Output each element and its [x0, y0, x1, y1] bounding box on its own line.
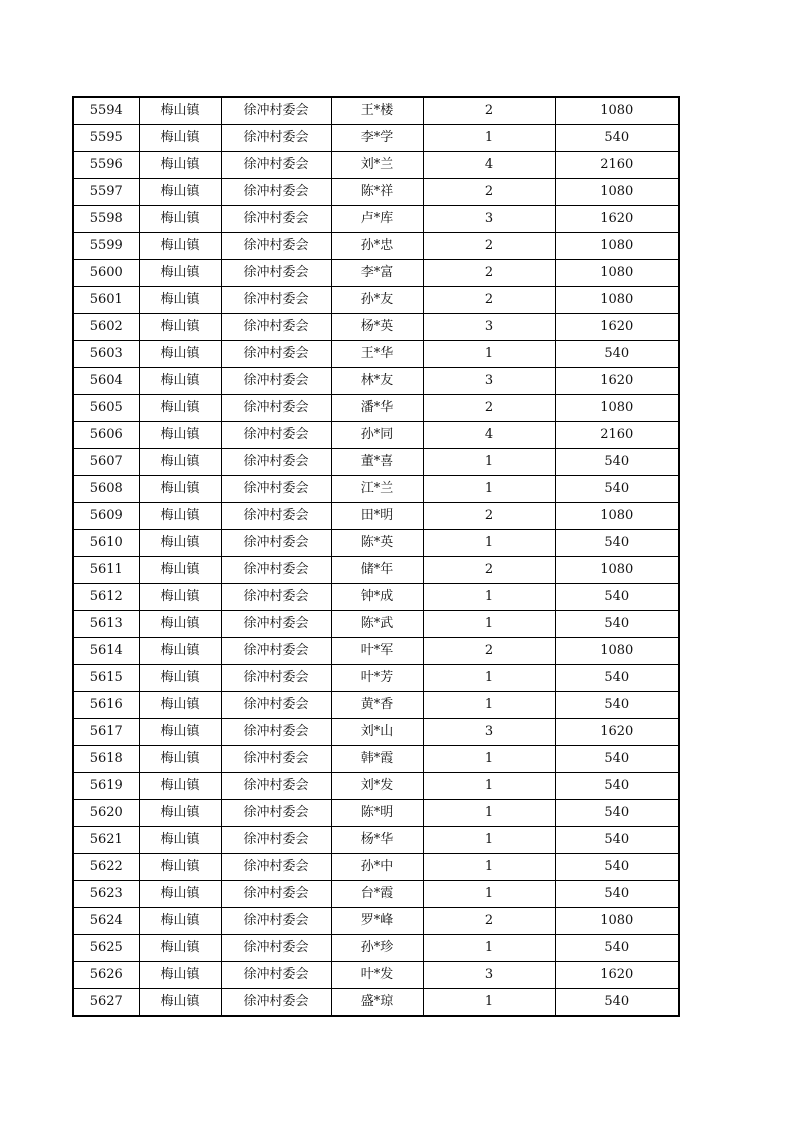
town-cell: 梅山镇 — [139, 503, 221, 530]
household-count-cell: 3 — [423, 719, 555, 746]
household-count-cell: 2 — [423, 908, 555, 935]
household-count-cell: 1 — [423, 449, 555, 476]
village-cell: 徐冲村委会 — [221, 395, 331, 422]
row-number-cell: 5601 — [73, 287, 139, 314]
name-cell: 卢*库 — [331, 206, 423, 233]
household-count-cell: 1 — [423, 530, 555, 557]
row-number-cell: 5596 — [73, 152, 139, 179]
amount-cell: 540 — [555, 125, 679, 152]
village-cell: 徐冲村委会 — [221, 665, 331, 692]
village-cell: 徐冲村委会 — [221, 773, 331, 800]
household-count-cell: 1 — [423, 800, 555, 827]
amount-cell: 1620 — [555, 962, 679, 989]
beneficiary-table — [72, 96, 680, 1017]
row-number-cell: 5620 — [73, 800, 139, 827]
household-count-cell: 2 — [423, 503, 555, 530]
amount-cell: 540 — [555, 449, 679, 476]
village-cell: 徐冲村委会 — [221, 881, 331, 908]
table-row — [73, 314, 679, 341]
row-number-cell: 5612 — [73, 584, 139, 611]
household-count-cell: 2 — [423, 557, 555, 584]
household-count-cell: 2 — [423, 233, 555, 260]
town-cell: 梅山镇 — [139, 395, 221, 422]
household-count-cell: 2 — [423, 395, 555, 422]
household-count-cell: 3 — [423, 314, 555, 341]
row-number-cell: 5622 — [73, 854, 139, 881]
table-row — [73, 854, 679, 881]
amount-cell: 540 — [555, 530, 679, 557]
table-row — [73, 800, 679, 827]
town-cell: 梅山镇 — [139, 773, 221, 800]
town-cell: 梅山镇 — [139, 827, 221, 854]
row-number-cell: 5604 — [73, 368, 139, 395]
household-count-cell: 4 — [423, 152, 555, 179]
household-count-cell: 1 — [423, 611, 555, 638]
name-cell: 孙*忠 — [331, 233, 423, 260]
amount-cell: 1080 — [555, 557, 679, 584]
table-row — [73, 746, 679, 773]
household-count-cell: 1 — [423, 881, 555, 908]
row-number-cell: 5606 — [73, 422, 139, 449]
household-count-cell: 1 — [423, 665, 555, 692]
name-cell: 钟*成 — [331, 584, 423, 611]
village-cell: 徐冲村委会 — [221, 638, 331, 665]
household-count-cell: 1 — [423, 341, 555, 368]
village-cell: 徐冲村委会 — [221, 125, 331, 152]
table-row — [73, 233, 679, 260]
table-row — [73, 665, 679, 692]
village-cell: 徐冲村委会 — [221, 827, 331, 854]
row-number-cell: 5627 — [73, 989, 139, 1017]
table-row — [73, 395, 679, 422]
table-row — [73, 935, 679, 962]
town-cell: 梅山镇 — [139, 719, 221, 746]
amount-cell: 540 — [555, 881, 679, 908]
amount-cell: 1080 — [555, 97, 679, 125]
table-row — [73, 827, 679, 854]
table-row — [73, 881, 679, 908]
name-cell: 陈*明 — [331, 800, 423, 827]
amount-cell: 540 — [555, 800, 679, 827]
table-row — [73, 692, 679, 719]
household-count-cell: 2 — [423, 97, 555, 125]
town-cell: 梅山镇 — [139, 800, 221, 827]
amount-cell: 540 — [555, 854, 679, 881]
name-cell: 李*学 — [331, 125, 423, 152]
table-row — [73, 179, 679, 206]
village-cell: 徐冲村委会 — [221, 449, 331, 476]
table-row — [73, 962, 679, 989]
row-number-cell: 5614 — [73, 638, 139, 665]
name-cell: 陈*祥 — [331, 179, 423, 206]
village-cell: 徐冲村委会 — [221, 260, 331, 287]
village-cell: 徐冲村委会 — [221, 584, 331, 611]
amount-cell: 1080 — [555, 260, 679, 287]
row-number-cell: 5613 — [73, 611, 139, 638]
town-cell: 梅山镇 — [139, 611, 221, 638]
row-number-cell: 5611 — [73, 557, 139, 584]
village-cell: 徐冲村委会 — [221, 908, 331, 935]
amount-cell: 540 — [555, 989, 679, 1017]
name-cell: 叶*发 — [331, 962, 423, 989]
row-number-cell: 5597 — [73, 179, 139, 206]
row-number-cell: 5619 — [73, 773, 139, 800]
town-cell: 梅山镇 — [139, 557, 221, 584]
amount-cell: 540 — [555, 341, 679, 368]
town-cell: 梅山镇 — [139, 233, 221, 260]
row-number-cell: 5607 — [73, 449, 139, 476]
village-cell: 徐冲村委会 — [221, 341, 331, 368]
village-cell: 徐冲村委会 — [221, 503, 331, 530]
amount-cell: 2160 — [555, 422, 679, 449]
row-number-cell: 5624 — [73, 908, 139, 935]
amount-cell: 540 — [555, 746, 679, 773]
name-cell: 王*楼 — [331, 97, 423, 125]
name-cell: 韩*霞 — [331, 746, 423, 773]
name-cell: 黄*香 — [331, 692, 423, 719]
household-count-cell: 3 — [423, 206, 555, 233]
household-count-cell: 2 — [423, 287, 555, 314]
table-row — [73, 97, 679, 125]
village-cell: 徐冲村委会 — [221, 97, 331, 125]
name-cell: 潘*华 — [331, 395, 423, 422]
household-count-cell: 1 — [423, 935, 555, 962]
row-number-cell: 5623 — [73, 881, 139, 908]
amount-cell: 540 — [555, 584, 679, 611]
town-cell: 梅山镇 — [139, 125, 221, 152]
name-cell: 台*霞 — [331, 881, 423, 908]
household-count-cell: 2 — [423, 260, 555, 287]
name-cell: 田*明 — [331, 503, 423, 530]
name-cell: 叶*军 — [331, 638, 423, 665]
village-cell: 徐冲村委会 — [221, 962, 331, 989]
name-cell: 孙*珍 — [331, 935, 423, 962]
village-cell: 徐冲村委会 — [221, 692, 331, 719]
village-cell: 徐冲村委会 — [221, 557, 331, 584]
row-number-cell: 5615 — [73, 665, 139, 692]
village-cell: 徐冲村委会 — [221, 152, 331, 179]
row-number-cell: 5609 — [73, 503, 139, 530]
amount-cell: 540 — [555, 665, 679, 692]
table-row — [73, 368, 679, 395]
amount-cell: 1080 — [555, 287, 679, 314]
household-count-cell: 2 — [423, 179, 555, 206]
town-cell: 梅山镇 — [139, 881, 221, 908]
amount-cell: 1080 — [555, 638, 679, 665]
town-cell: 梅山镇 — [139, 287, 221, 314]
amount-cell: 1620 — [555, 314, 679, 341]
amount-cell: 540 — [555, 827, 679, 854]
row-number-cell: 5595 — [73, 125, 139, 152]
town-cell: 梅山镇 — [139, 97, 221, 125]
name-cell: 刘*兰 — [331, 152, 423, 179]
household-count-cell: 1 — [423, 476, 555, 503]
household-count-cell: 1 — [423, 584, 555, 611]
town-cell: 梅山镇 — [139, 314, 221, 341]
row-number-cell: 5610 — [73, 530, 139, 557]
household-count-cell: 4 — [423, 422, 555, 449]
town-cell: 梅山镇 — [139, 665, 221, 692]
village-cell: 徐冲村委会 — [221, 800, 331, 827]
table-row — [73, 476, 679, 503]
town-cell: 梅山镇 — [139, 260, 221, 287]
amount-cell: 2160 — [555, 152, 679, 179]
name-cell: 杨*华 — [331, 827, 423, 854]
amount-cell: 540 — [555, 476, 679, 503]
village-cell: 徐冲村委会 — [221, 206, 331, 233]
table-row — [73, 719, 679, 746]
household-count-cell: 1 — [423, 989, 555, 1017]
name-cell: 李*富 — [331, 260, 423, 287]
amount-cell: 540 — [555, 611, 679, 638]
village-cell: 徐冲村委会 — [221, 368, 331, 395]
town-cell: 梅山镇 — [139, 449, 221, 476]
name-cell: 盛*琼 — [331, 989, 423, 1017]
name-cell: 孙*友 — [331, 287, 423, 314]
table-row — [73, 638, 679, 665]
name-cell: 刘*山 — [331, 719, 423, 746]
table-row — [73, 449, 679, 476]
row-number-cell: 5594 — [73, 97, 139, 125]
household-count-cell: 1 — [423, 125, 555, 152]
row-number-cell: 5626 — [73, 962, 139, 989]
village-cell: 徐冲村委会 — [221, 719, 331, 746]
household-count-cell: 3 — [423, 368, 555, 395]
amount-cell: 1080 — [555, 908, 679, 935]
amount-cell: 540 — [555, 773, 679, 800]
table-row — [73, 260, 679, 287]
table-row — [73, 584, 679, 611]
town-cell: 梅山镇 — [139, 746, 221, 773]
row-number-cell: 5598 — [73, 206, 139, 233]
row-number-cell: 5621 — [73, 827, 139, 854]
name-cell: 罗*峰 — [331, 908, 423, 935]
table-row — [73, 422, 679, 449]
table-row — [73, 341, 679, 368]
town-cell: 梅山镇 — [139, 476, 221, 503]
household-count-cell: 1 — [423, 854, 555, 881]
row-number-cell: 5600 — [73, 260, 139, 287]
town-cell: 梅山镇 — [139, 989, 221, 1017]
name-cell: 储*年 — [331, 557, 423, 584]
town-cell: 梅山镇 — [139, 422, 221, 449]
row-number-cell: 5625 — [73, 935, 139, 962]
town-cell: 梅山镇 — [139, 152, 221, 179]
household-count-cell: 1 — [423, 827, 555, 854]
row-number-cell: 5618 — [73, 746, 139, 773]
town-cell: 梅山镇 — [139, 638, 221, 665]
amount-cell: 540 — [555, 935, 679, 962]
amount-cell: 540 — [555, 692, 679, 719]
table-row — [73, 503, 679, 530]
table-row — [73, 908, 679, 935]
village-cell: 徐冲村委会 — [221, 179, 331, 206]
row-number-cell: 5616 — [73, 692, 139, 719]
table-body — [73, 97, 679, 1016]
village-cell: 徐冲村委会 — [221, 854, 331, 881]
household-count-cell: 2 — [423, 638, 555, 665]
row-number-cell: 5608 — [73, 476, 139, 503]
table-container — [72, 96, 680, 1017]
row-number-cell: 5602 — [73, 314, 139, 341]
amount-cell: 1080 — [555, 395, 679, 422]
name-cell: 刘*发 — [331, 773, 423, 800]
amount-cell: 1620 — [555, 206, 679, 233]
village-cell: 徐冲村委会 — [221, 476, 331, 503]
town-cell: 梅山镇 — [139, 206, 221, 233]
town-cell: 梅山镇 — [139, 692, 221, 719]
town-cell: 梅山镇 — [139, 854, 221, 881]
table-row — [73, 125, 679, 152]
name-cell: 孙*中 — [331, 854, 423, 881]
name-cell: 陈*武 — [331, 611, 423, 638]
household-count-cell: 1 — [423, 773, 555, 800]
village-cell: 徐冲村委会 — [221, 287, 331, 314]
village-cell: 徐冲村委会 — [221, 611, 331, 638]
town-cell: 梅山镇 — [139, 530, 221, 557]
town-cell: 梅山镇 — [139, 368, 221, 395]
amount-cell: 1080 — [555, 233, 679, 260]
table-row — [73, 773, 679, 800]
table-row — [73, 530, 679, 557]
row-number-cell: 5603 — [73, 341, 139, 368]
row-number-cell: 5599 — [73, 233, 139, 260]
table-row — [73, 557, 679, 584]
row-number-cell: 5617 — [73, 719, 139, 746]
name-cell: 陈*英 — [331, 530, 423, 557]
amount-cell: 1620 — [555, 368, 679, 395]
town-cell: 梅山镇 — [139, 584, 221, 611]
town-cell: 梅山镇 — [139, 935, 221, 962]
name-cell: 王*华 — [331, 341, 423, 368]
household-count-cell: 3 — [423, 962, 555, 989]
amount-cell: 1080 — [555, 503, 679, 530]
household-count-cell: 1 — [423, 746, 555, 773]
village-cell: 徐冲村委会 — [221, 233, 331, 260]
table-row — [73, 206, 679, 233]
village-cell: 徐冲村委会 — [221, 989, 331, 1017]
amount-cell: 1080 — [555, 179, 679, 206]
village-cell: 徐冲村委会 — [221, 746, 331, 773]
name-cell: 叶*芳 — [331, 665, 423, 692]
town-cell: 梅山镇 — [139, 908, 221, 935]
town-cell: 梅山镇 — [139, 341, 221, 368]
town-cell: 梅山镇 — [139, 962, 221, 989]
table-row — [73, 611, 679, 638]
name-cell: 杨*英 — [331, 314, 423, 341]
table-row — [73, 152, 679, 179]
name-cell: 林*友 — [331, 368, 423, 395]
table-row — [73, 989, 679, 1017]
name-cell: 孙*同 — [331, 422, 423, 449]
name-cell: 董*喜 — [331, 449, 423, 476]
village-cell: 徐冲村委会 — [221, 422, 331, 449]
town-cell: 梅山镇 — [139, 179, 221, 206]
household-count-cell: 1 — [423, 692, 555, 719]
village-cell: 徐冲村委会 — [221, 935, 331, 962]
table-row — [73, 287, 679, 314]
amount-cell: 1620 — [555, 719, 679, 746]
name-cell: 江*兰 — [331, 476, 423, 503]
village-cell: 徐冲村委会 — [221, 530, 331, 557]
village-cell: 徐冲村委会 — [221, 314, 331, 341]
row-number-cell: 5605 — [73, 395, 139, 422]
